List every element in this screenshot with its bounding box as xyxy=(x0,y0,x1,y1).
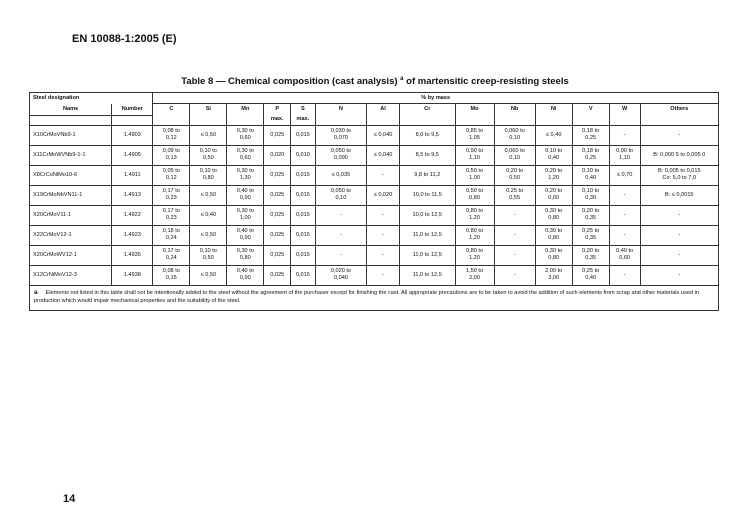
composition-cell-w: 0,40 to 0,60 xyxy=(609,245,640,265)
composition-cell-p: 0,025 xyxy=(264,165,291,185)
composition-cell-cr: 8,5 to 9,5 xyxy=(400,145,456,165)
element-header-spacer xyxy=(367,115,400,125)
composition-cell-cr: 9,8 to 11,2 xyxy=(400,165,456,185)
element-header-nb: Nb xyxy=(494,104,535,116)
steel-number-cell: 1.4938 xyxy=(112,265,153,285)
composition-cell-cr: 11,0 to 12,5 xyxy=(400,265,456,285)
header-row-columns xyxy=(30,104,719,116)
composition-cell-ni: 2,00 to 3,00 xyxy=(535,265,572,285)
composition-cell-ni: 0,10 to 0,40 xyxy=(535,145,572,165)
composition-cell-si: ≤ 0,50 xyxy=(190,225,227,245)
p-max-note: max. xyxy=(264,115,291,125)
steel-name-cell: X20CrMoV11-1 xyxy=(30,205,112,225)
table-row xyxy=(30,265,719,285)
table-row xyxy=(30,245,719,265)
composition-cell-others: - xyxy=(640,225,718,245)
element-header-spacer xyxy=(315,115,366,125)
steel-designation-header-cont xyxy=(112,93,153,104)
composition-cell-c: 0,05 to 0,12 xyxy=(153,165,190,185)
composition-cell-n: - xyxy=(315,245,366,265)
composition-cell-c: 0,08 to 0,12 xyxy=(153,125,190,145)
composition-cell-others: - xyxy=(640,265,718,285)
element-header-spacer xyxy=(455,115,494,125)
header-row-notes xyxy=(30,115,719,125)
composition-cell-p: 0,025 xyxy=(264,205,291,225)
composition-cell-mn: 0,30 to 0,60 xyxy=(227,125,264,145)
composition-cell-others: B: 0,000 5 to 0,005 0 xyxy=(640,145,718,165)
composition-cell-si: ≤ 0,50 xyxy=(190,125,227,145)
composition-cell-nb: - xyxy=(494,245,535,265)
composition-cell-mo: 0,85 to 1,05 xyxy=(455,125,494,145)
composition-cell-mo: 0,50 to 1,00 xyxy=(455,165,494,185)
composition-cell-cr: 11,0 to 12,5 xyxy=(400,245,456,265)
composition-cell-al: ≤ 0,040 xyxy=(367,145,400,165)
composition-cell-nb: - xyxy=(494,205,535,225)
composition-cell-mn: 0,40 to 0,90 xyxy=(227,265,264,285)
composition-cell-mn: 0,30 to 0,80 xyxy=(227,245,264,265)
composition-cell-v: 0,25 to 0,40 xyxy=(572,265,609,285)
composition-cell-al: - xyxy=(367,265,400,285)
steel-name-cell: X20CrMoWV12-1 xyxy=(30,245,112,265)
composition-cell-s: 0,015 xyxy=(291,265,316,285)
composition-cell-mn: 0,40 to 0,90 xyxy=(227,225,264,245)
composition-cell-w: - xyxy=(609,125,640,145)
table-title-main: Table 8 — Chemical composition (cast analysis) xyxy=(181,76,398,88)
s-max-note: max. xyxy=(291,115,316,125)
composition-cell-ni: 0,30 to 0,80 xyxy=(535,225,572,245)
composition-cell-nb: 0,20 to 0,50 xyxy=(494,165,535,185)
composition-cell-c: 0,09 to 0,13 xyxy=(153,145,190,165)
composition-cell-nb: 0,25 to 0,55 xyxy=(494,185,535,205)
element-header-al: Al xyxy=(367,104,400,116)
composition-cell-nb: 0,060 to 0,10 xyxy=(494,145,535,165)
composition-cell-n: 0,020 to 0,040 xyxy=(315,265,366,285)
footnote-row xyxy=(30,285,719,310)
element-header-spacer xyxy=(153,115,190,125)
table-title xyxy=(0,76,750,87)
composition-cell-n: - xyxy=(315,205,366,225)
pct-by-mass-header: % by mass xyxy=(153,93,719,104)
steel-number-cell: 1.4911 xyxy=(112,165,153,185)
composition-cell-nb: 0,060 to 0,10 xyxy=(494,125,535,145)
steel-name-cell: X8CrCoNiMo10-6 xyxy=(30,165,112,185)
composition-cell-v: 0,25 to 0,35 xyxy=(572,225,609,245)
steel-number-cell: 1.4903 xyxy=(112,125,153,145)
composition-cell-s: 0,015 xyxy=(291,165,316,185)
composition-cell-v: 0,18 to 0,25 xyxy=(572,145,609,165)
composition-cell-p: 0,025 xyxy=(264,125,291,145)
composition-cell-n: 0,030 to 0,070 xyxy=(315,125,366,145)
composition-cell-w: - xyxy=(609,205,640,225)
document-header: EN 10088-1:2005 (E) xyxy=(72,33,177,45)
composition-cell-w: ≤ 0,70 xyxy=(609,165,640,185)
composition-cell-c: 0,17 to 0,23 xyxy=(153,185,190,205)
steel-name-cell: X10CrMoVNb9-1 xyxy=(30,125,112,145)
element-header-w: W xyxy=(609,104,640,116)
element-header-mo: Mo xyxy=(455,104,494,116)
element-header-p: P xyxy=(264,104,291,116)
composition-cell-p: 0,020 xyxy=(264,145,291,165)
element-header-spacer xyxy=(609,115,640,125)
chemical-composition-table xyxy=(29,92,719,311)
footnote-cell xyxy=(30,285,719,310)
composition-cell-mo: 0,80 to 1,20 xyxy=(455,225,494,245)
composition-cell-c: 0,18 to 0,24 xyxy=(153,225,190,245)
composition-cell-s: 0,015 xyxy=(291,205,316,225)
composition-cell-w: - xyxy=(609,265,640,285)
steel-number-cell: 1.4913 xyxy=(112,185,153,205)
number-header: Number xyxy=(112,104,153,116)
composition-cell-p: 0,025 xyxy=(264,225,291,245)
composition-cell-c: 0,17 to 0,24 xyxy=(153,245,190,265)
composition-cell-nb: - xyxy=(494,265,535,285)
element-header-spacer xyxy=(494,115,535,125)
composition-cell-ni: 0,20 to 0,60 xyxy=(535,185,572,205)
composition-cell-mn: 0,40 to 0,90 xyxy=(227,185,264,205)
composition-cell-cr: 10,0 to 11,5 xyxy=(400,185,456,205)
steel-designation-header: Steel designation xyxy=(30,93,112,104)
composition-cell-mn: 0,30 to 0,60 xyxy=(227,145,264,165)
name-header: Name xyxy=(30,104,112,116)
composition-cell-w: - xyxy=(609,225,640,245)
element-header-ni: Ni xyxy=(535,104,572,116)
element-header-others: Others xyxy=(640,104,718,116)
composition-cell-al: - xyxy=(367,165,400,185)
composition-cell-n: - xyxy=(315,225,366,245)
composition-cell-si: 0,10 to 0,80 xyxy=(190,165,227,185)
composition-cell-p: 0,025 xyxy=(264,245,291,265)
header-row-group xyxy=(30,93,719,104)
table-row xyxy=(30,225,719,245)
composition-cell-v: 0,20 to 0,35 xyxy=(572,205,609,225)
composition-cell-s: 0,015 xyxy=(291,225,316,245)
steel-name-cell: X19CrMoNbVN11-1 xyxy=(30,185,112,205)
composition-cell-mo: 0,50 to 0,80 xyxy=(455,185,494,205)
table-row xyxy=(30,185,719,205)
composition-cell-nb: - xyxy=(494,225,535,245)
steel-number-cell: 1.4905 xyxy=(112,145,153,165)
element-header-spacer xyxy=(190,115,227,125)
composition-cell-ni: ≤ 0,40 xyxy=(535,125,572,145)
composition-cell-si: ≤ 0,40 xyxy=(190,205,227,225)
footnote-text: Elements not listed in this table shall not be intentionally added to the steel without the agreement of the purchaser except for finishing the cast. All appropriate precautions are to be taken to avoid the addition of such elements from scrap and other materials used in production which would impair mechanical properties and the suitability of the steel. xyxy=(34,290,699,305)
composition-cell-si: ≤ 0,50 xyxy=(190,185,227,205)
composition-cell-mn: 0,30 to 1,00 xyxy=(227,205,264,225)
composition-cell-w: 0,90 to 1,10 xyxy=(609,145,640,165)
element-header-spacer xyxy=(572,115,609,125)
composition-cell-cr: 11,0 to 12,5 xyxy=(400,225,456,245)
composition-cell-w: - xyxy=(609,185,640,205)
composition-cell-ni: 0,30 to 0,80 xyxy=(535,245,572,265)
steel-name-cell: X22CrMoV12-1 xyxy=(30,225,112,245)
composition-cell-v: 0,18 to 0,25 xyxy=(572,125,609,145)
composition-cell-al: - xyxy=(367,225,400,245)
element-header-mn: Mn xyxy=(227,104,264,116)
steel-number-cell: 1.4935 xyxy=(112,245,153,265)
composition-cell-v: 0,20 to 0,35 xyxy=(572,245,609,265)
composition-cell-others: - xyxy=(640,245,718,265)
composition-cell-ni: 0,20 to 1,20 xyxy=(535,165,572,185)
composition-cell-mo: 0,90 to 1,10 xyxy=(455,145,494,165)
composition-cell-s: 0,010 xyxy=(291,145,316,165)
steel-number-cell: 1.4922 xyxy=(112,205,153,225)
table-row xyxy=(30,205,719,225)
element-header-cr: Cr xyxy=(400,104,456,116)
composition-cell-si: ≤ 0,50 xyxy=(190,265,227,285)
composition-cell-others: - xyxy=(640,205,718,225)
composition-cell-al: ≤ 0,020 xyxy=(367,185,400,205)
composition-cell-s: 0,015 xyxy=(291,125,316,145)
steel-name-cell: X12CrNiMoV12-3 xyxy=(30,265,112,285)
table-row xyxy=(30,125,719,145)
composition-cell-cr: 8,0 to 9,5 xyxy=(400,125,456,145)
composition-cell-s: 0,015 xyxy=(291,185,316,205)
element-header-spacer xyxy=(535,115,572,125)
table-title-rest: of martensitic creep-resisting steels xyxy=(406,76,569,88)
element-header-v: V xyxy=(572,104,609,116)
steel-number-cell: 1.4923 xyxy=(112,225,153,245)
composition-cell-ni: 0,30 to 0,80 xyxy=(535,205,572,225)
element-header-n: N xyxy=(315,104,366,116)
composition-cell-si: 0,10 to 0,50 xyxy=(190,245,227,265)
element-header-spacer xyxy=(640,115,718,125)
composition-cell-c: 0,17 to 0,23 xyxy=(153,205,190,225)
composition-cell-others: B: 0,005 to 0,015 Co: 5,0 to 7,0 xyxy=(640,165,718,185)
table-row xyxy=(30,145,719,165)
composition-cell-v: 0,10 to 0,40 xyxy=(572,165,609,185)
composition-cell-s: 0,015 xyxy=(291,245,316,265)
composition-cell-al: - xyxy=(367,245,400,265)
steel-name-cell: X11CrMoWVNb9-1-1 xyxy=(30,145,112,165)
element-header-spacer xyxy=(400,115,456,125)
composition-cell-p: 0,025 xyxy=(264,265,291,285)
element-header-spacer xyxy=(227,115,264,125)
page-number: 14 xyxy=(63,493,76,505)
element-header-s: S xyxy=(291,104,316,116)
composition-cell-v: 0,10 to 0,30 xyxy=(572,185,609,205)
name-header-spacer xyxy=(30,115,112,125)
composition-cell-n: 0,050 to 0,10 xyxy=(315,185,366,205)
composition-cell-others: - xyxy=(640,125,718,145)
composition-cell-mo: 0,80 to 1,20 xyxy=(455,205,494,225)
composition-cell-mo: 0,80 to 1,20 xyxy=(455,245,494,265)
footnote-mark: a xyxy=(34,289,38,297)
number-header-spacer xyxy=(112,115,153,125)
composition-cell-n: 0,050 to 0,090 xyxy=(315,145,366,165)
composition-cell-p: 0,025 xyxy=(264,185,291,205)
element-header-si: Si xyxy=(190,104,227,116)
composition-cell-mo: 1,50 to 2,00 xyxy=(455,265,494,285)
table-row xyxy=(30,165,719,185)
table-title-footnote-mark: a xyxy=(400,76,404,82)
element-header-c: C xyxy=(153,104,190,116)
composition-cell-c: 0,08 to 0,15 xyxy=(153,265,190,285)
composition-cell-al: - xyxy=(367,205,400,225)
composition-cell-si: 0,10 to 0,50 xyxy=(190,145,227,165)
composition-cell-mn: 0,30 to 1,30 xyxy=(227,165,264,185)
composition-cell-others: B: ≤ 0,0015 xyxy=(640,185,718,205)
composition-cell-n: ≤ 0,035 xyxy=(315,165,366,185)
composition-cell-cr: 10,0 to 12,5 xyxy=(400,205,456,225)
composition-cell-al: ≤ 0,040 xyxy=(367,125,400,145)
